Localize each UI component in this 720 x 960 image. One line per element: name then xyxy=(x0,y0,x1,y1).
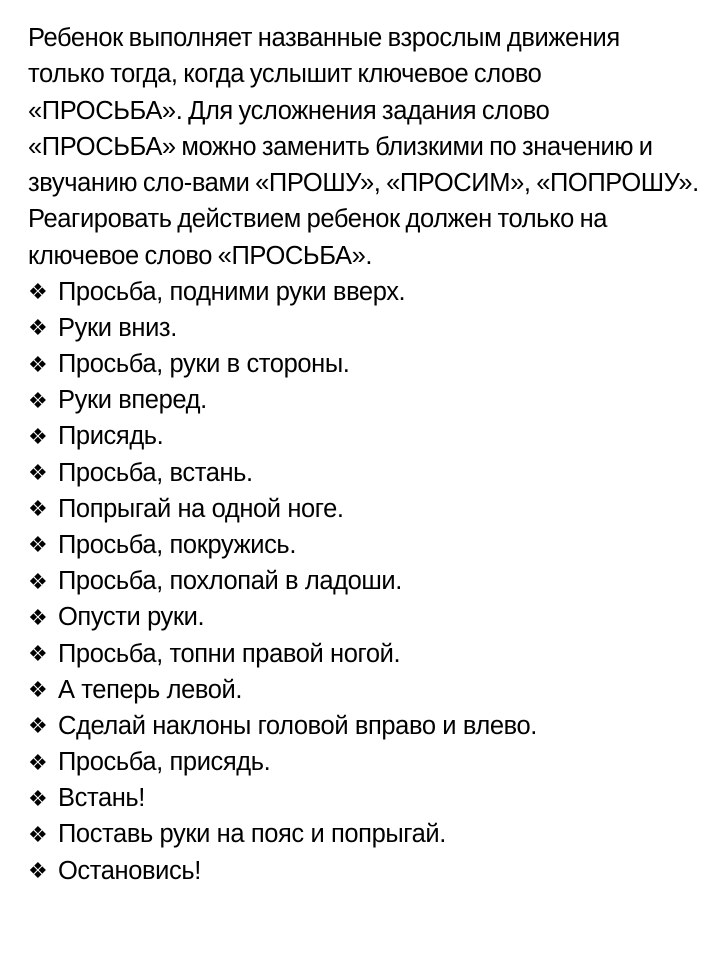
diamond-bullet-icon: ❖ xyxy=(28,423,48,449)
document-page xyxy=(28,20,700,889)
list-item xyxy=(28,527,700,563)
command-text: Просьба, присядь. xyxy=(58,748,271,777)
list-item xyxy=(28,274,700,310)
command-text: Просьба, подними руки вверх. xyxy=(58,277,406,306)
list-item xyxy=(28,491,700,527)
diamond-bullet-icon: ❖ xyxy=(28,858,48,884)
diamond-bullet-icon: ❖ xyxy=(28,315,48,341)
diamond-bullet-icon: ❖ xyxy=(28,279,48,305)
list-item xyxy=(28,383,700,419)
command-text: Попрыгай на одной ноге. xyxy=(58,494,344,523)
diamond-bullet-icon: ❖ xyxy=(28,387,48,413)
list-item xyxy=(28,672,700,708)
list-item xyxy=(28,310,700,346)
diamond-bullet-icon: ❖ xyxy=(28,749,48,775)
diamond-bullet-icon: ❖ xyxy=(28,785,48,811)
command-text: Остановись! xyxy=(58,856,201,885)
list-item xyxy=(28,600,700,636)
command-text: Просьба, топни правой ногой. xyxy=(58,639,401,668)
list-item xyxy=(28,781,700,817)
list-item xyxy=(28,853,700,889)
command-text: Руки вниз. xyxy=(58,313,177,342)
command-text: Просьба, встань. xyxy=(58,458,253,487)
command-text: Просьба, руки в стороны. xyxy=(58,350,350,379)
list-item xyxy=(28,564,700,600)
diamond-bullet-icon: ❖ xyxy=(28,351,48,377)
intro-paragraph: Ребенок выполняет названные взрослым движения только тогда, когда услышит ключевое слово «ПРОСЬБА». Для усложнения задания слово «ПРОСЬБА» можно заменить близкими по значению и звучанию сло-вами «ПРОШУ», «ПРОСИМ», «ПОПРОШУ». Реагировать действием ребенок должен только на ключевое слово «ПРОСЬБА». xyxy=(28,24,699,270)
command-text: Руки вперед. xyxy=(58,386,207,415)
command-text: Просьба, покружись. xyxy=(58,530,296,559)
diamond-bullet-icon: ❖ xyxy=(28,460,48,486)
diamond-bullet-icon: ❖ xyxy=(28,604,48,630)
diamond-bullet-icon: ❖ xyxy=(28,532,48,558)
command-text: Просьба, похлопай в ладоши. xyxy=(58,567,402,596)
diamond-bullet-icon: ❖ xyxy=(28,821,48,847)
list-item xyxy=(28,455,700,491)
list-item xyxy=(28,745,700,781)
diamond-bullet-icon: ❖ xyxy=(28,641,48,667)
diamond-bullet-icon: ❖ xyxy=(28,713,48,739)
command-text: А теперь левой. xyxy=(58,675,243,704)
command-text: Встань! xyxy=(58,784,145,813)
list-item xyxy=(28,708,700,744)
command-text: Поставь руки на пояс и попрыгай. xyxy=(58,820,446,849)
list-item xyxy=(28,346,700,382)
list-item xyxy=(28,817,700,853)
list-item xyxy=(28,636,700,672)
list-item xyxy=(28,419,700,455)
diamond-bullet-icon: ❖ xyxy=(28,496,48,522)
command-text: Присядь. xyxy=(58,422,164,451)
diamond-bullet-icon: ❖ xyxy=(28,568,48,594)
command-list xyxy=(28,274,700,889)
command-text: Сделай наклоны головой вправо и влево. xyxy=(58,711,537,740)
diamond-bullet-icon: ❖ xyxy=(28,677,48,703)
command-text: Опусти руки. xyxy=(58,603,205,632)
